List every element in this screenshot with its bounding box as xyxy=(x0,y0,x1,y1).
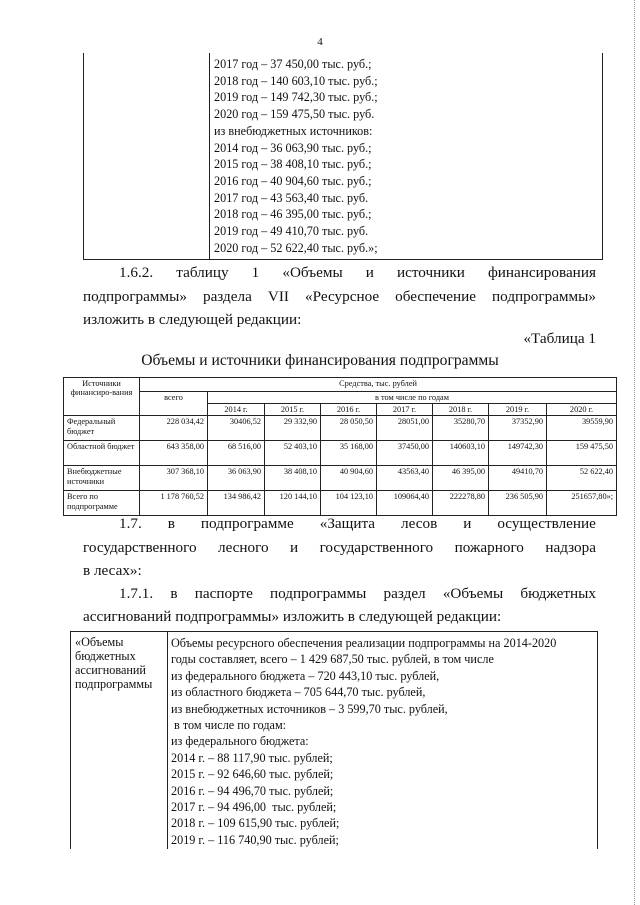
funding-line: 2015 год – 38 408,10 тыс. руб.; xyxy=(214,157,372,172)
passport-line: 2018 г. – 109 615,90 тыс. рублей; xyxy=(171,816,340,831)
funding-line: 2017 год – 37 450,00 тыс. руб.; xyxy=(214,57,372,71)
cell-value: 104 123,10 xyxy=(321,491,377,516)
cell-value: 49410,70 xyxy=(489,466,547,491)
cell-value: 159 475,50 xyxy=(547,441,617,466)
paragraph-line: государственного лесного и государственного пожарного надзора xyxy=(83,539,596,556)
cell-value: 30406,52 xyxy=(208,416,265,441)
cell-value: 236 505,90 xyxy=(489,491,547,516)
cell-value: 251657,80»; xyxy=(547,491,617,516)
cell-value: 40 904,60 xyxy=(321,466,377,491)
table-row xyxy=(64,491,617,516)
cell-total: 228 034,42 xyxy=(140,416,208,441)
cell-value: 134 986,42 xyxy=(208,491,265,516)
funding-line: 2019 год – 49 410,70 тыс. руб. xyxy=(214,224,369,239)
passport-line: в том числе по годам: xyxy=(171,718,287,733)
funding-continuation-table xyxy=(83,53,603,260)
funding-line: 2018 год – 46 395,00 тыс. руб.; xyxy=(214,207,372,222)
table-row xyxy=(64,416,617,441)
row-label: Областной бюджет xyxy=(64,441,140,466)
header-year: 2017 г. xyxy=(377,404,433,416)
table-row xyxy=(64,466,617,491)
paragraph-line: 1.6.2. таблицу 1 «Объемы и источники финансирования xyxy=(119,264,596,281)
passport-line: из федерального бюджета: xyxy=(171,734,309,749)
cell-value: 35280,70 xyxy=(433,416,489,441)
passport-line: 2015 г. – 92 646,60 тыс. рублей; xyxy=(171,767,334,782)
funding-line: 2014 год – 36 063,90 тыс. руб.; xyxy=(214,140,372,155)
cell-value: 36 063,90 xyxy=(208,466,265,491)
passport-line: 2014 г. – 88 117,90 тыс. рублей; xyxy=(171,750,333,765)
paragraph-line: подпрограммы» раздела VII «Ресурсное обеспечение подпрограммы» xyxy=(83,288,596,305)
cell-value: 52 622,40 xyxy=(547,466,617,491)
header-year: 2020 г. xyxy=(547,404,617,416)
cell-value: 43563,40 xyxy=(377,466,433,491)
passport-left-column xyxy=(71,632,168,849)
passport-line: Объемы ресурсного обеспечения реализации подпрограммы на 2014-2020 xyxy=(171,636,557,650)
cell-value: 140603,10 xyxy=(433,441,489,466)
passport-line: 2019 г. – 116 740,90 тыс. рублей; xyxy=(171,832,339,847)
paragraph-line: в лесах»: xyxy=(83,562,142,579)
passport-line: 2017 г. – 94 496,00 тыс. рублей; xyxy=(171,800,337,815)
table-left-column xyxy=(84,53,210,259)
paragraph-line: 1.7.1. в паспорте подпрограммы раздел «Объемы бюджетных xyxy=(119,585,596,602)
funding-line: 2020 год – 52 622,40 тыс. руб.»; xyxy=(214,240,378,255)
funding-line: 2019 год – 149 742,30 тыс. руб.; xyxy=(214,90,378,105)
header-year: 2019 г. xyxy=(489,404,547,416)
table-title: Объемы и источники финансирования подпрограммы xyxy=(141,352,499,369)
row-label: Внебюджетные источники xyxy=(64,466,140,491)
cell-value: 28 050,50 xyxy=(321,416,377,441)
passport-line: годы составляет, всего – 1 429 687,50 тыс. рублей, в том числе xyxy=(171,652,494,667)
funding-line: 2017 год – 43 563,40 тыс. руб. xyxy=(214,190,369,205)
funding-lines xyxy=(214,56,378,256)
table-label: «Таблица 1 xyxy=(523,330,596,347)
cell-value: 149742,30 xyxy=(489,441,547,466)
header-source: Источники финансиро-вания xyxy=(64,378,140,416)
passport-section-label: «Объемы бюджетных ассигнований подпрограммы xyxy=(75,635,153,691)
cell-value: 109064,40 xyxy=(377,491,433,516)
passport-line: 2016 г. – 94 496,70 тыс. рублей; xyxy=(171,783,334,798)
cell-total: 643 358,00 xyxy=(140,441,208,466)
cell-value: 52 403,10 xyxy=(265,441,321,466)
header-year: 2016 г. xyxy=(321,404,377,416)
header-by-year: в том числе по годам xyxy=(208,392,617,404)
financing-table xyxy=(63,377,617,516)
row-label: Всего по подпрограмме xyxy=(64,491,140,516)
passport-line: из областного бюджета – 705 644,70 тыс. рублей, xyxy=(171,685,426,700)
cell-value: 68 516,00 xyxy=(208,441,265,466)
table-row xyxy=(64,441,617,466)
cell-value: 39559,90 xyxy=(547,416,617,441)
cell-value: 29 332,90 xyxy=(265,416,321,441)
header-year: 2015 г. xyxy=(265,404,321,416)
cell-value: 222278,80 xyxy=(433,491,489,516)
page-number: 4 xyxy=(317,36,323,48)
header-total: всего xyxy=(140,392,208,416)
scan-edge xyxy=(634,0,638,905)
passport-right-column xyxy=(171,635,593,848)
cell-value: 46 395,00 xyxy=(433,466,489,491)
passport-table xyxy=(70,631,598,849)
row-label: Федеральный бюджет xyxy=(64,416,140,441)
funding-line: 2016 год – 40 904,60 тыс. руб.; xyxy=(214,173,372,188)
funding-line: 2018 год – 140 603,10 тыс. руб.; xyxy=(214,73,378,88)
cell-value: 38 408,10 xyxy=(265,466,321,491)
paragraph-line: 1.7. в подпрограмме «Защита лесов и осуществление xyxy=(119,515,596,532)
cell-total: 307 368,10 xyxy=(140,466,208,491)
cell-value: 120 144,10 xyxy=(265,491,321,516)
passport-line: из федерального бюджета – 720 443,10 тыс. рублей, xyxy=(171,668,440,683)
cell-value: 28051,00 xyxy=(377,416,433,441)
cell-total: 1 178 760,52 xyxy=(140,491,208,516)
funding-line: 2020 год – 159 475,50 тыс. руб. xyxy=(214,107,375,122)
paragraph-line: изложить в следующей редакции: xyxy=(83,311,302,328)
header-funds: Средства, тыс. рублей xyxy=(140,378,617,392)
cell-value: 35 168,00 xyxy=(321,441,377,466)
header-year: 2014 г. xyxy=(208,404,265,416)
cell-value: 37352,90 xyxy=(489,416,547,441)
paragraph-line: ассигнований подпрограммы» изложить в следующей редакции: xyxy=(83,608,502,625)
passport-line: из внебюджетных источников – 3 599,70 тыс. рублей, xyxy=(171,701,448,716)
header-year: 2018 г. xyxy=(433,404,489,416)
cell-value: 37450,00 xyxy=(377,441,433,466)
funding-line: из внебюджетных источников: xyxy=(214,123,373,138)
